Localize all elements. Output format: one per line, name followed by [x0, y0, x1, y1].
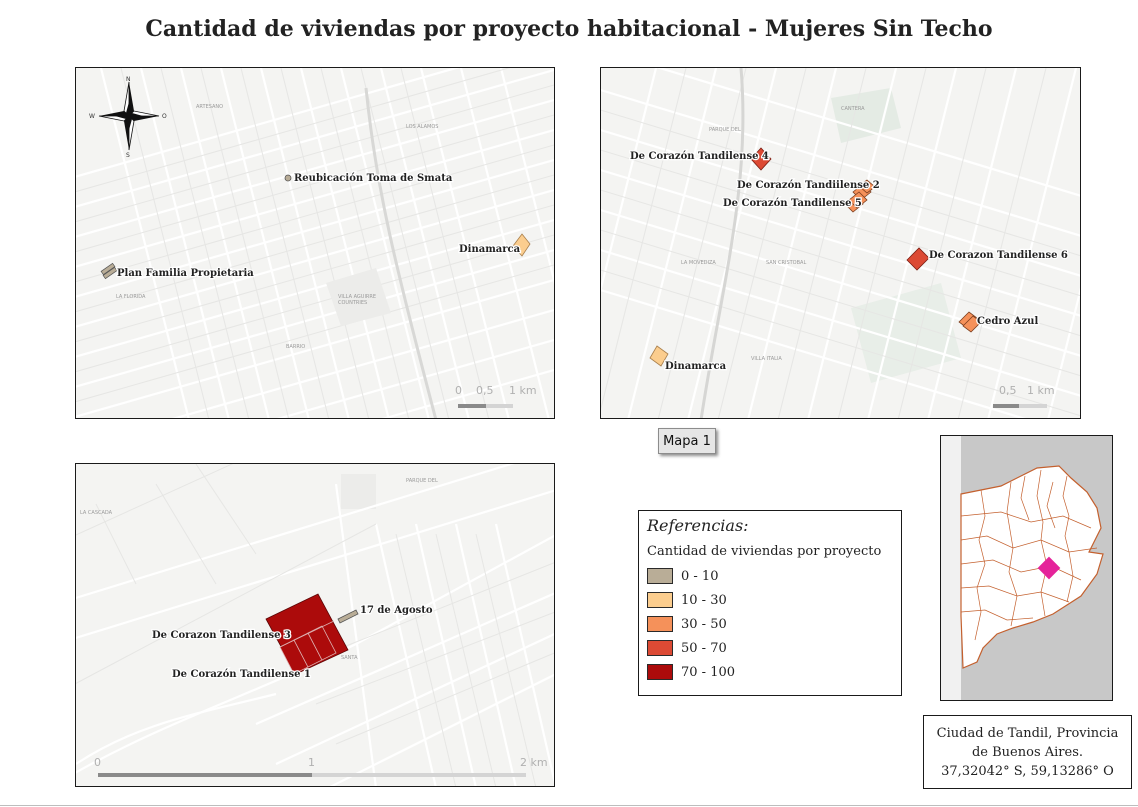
svg-text:SAN CRISTOBAL: SAN CRISTOBAL — [766, 260, 807, 266]
label-corazon-2: De Corazón Tandiilense 2 — [737, 180, 880, 191]
svg-text:COUNTRIES: COUNTRIES — [338, 300, 368, 306]
svg-text:1 km: 1 km — [509, 384, 537, 397]
map-3-canvas[interactable] — [76, 464, 555, 787]
caption-line-3: 37,32042° S, 59,13286° O — [941, 763, 1114, 779]
map-3-frame[interactable] — [75, 463, 555, 787]
svg-text:CANTERA: CANTERA — [841, 106, 865, 112]
label-corazon-3: De Corazon Tandilense 3 — [152, 630, 291, 641]
legend-title: Referencias: — [647, 516, 749, 535]
project-smata[interactable] — [285, 175, 291, 181]
map-1-frame[interactable] — [75, 67, 555, 419]
label-dinamarca-2: Dinamarca — [665, 361, 727, 372]
svg-text:BARRIO: BARRIO — [286, 344, 306, 350]
label-smata: Reubicación Toma de Smata — [294, 173, 453, 184]
inset-land-west — [941, 436, 961, 701]
location-caption — [923, 715, 1132, 789]
svg-text:1: 1 — [308, 756, 315, 769]
svg-text:S: S — [126, 152, 130, 159]
legend-label: 30 - 50 — [681, 616, 727, 632]
page-title: Cantidad de viviendas por proyecto habitacional - Mujeres Sin Techo — [145, 16, 993, 42]
svg-text:0: 0 — [94, 756, 101, 769]
map-3-block — [341, 474, 376, 509]
svg-text:VILLA AGUIRRE: VILLA AGUIRRE — [338, 294, 377, 300]
inset-location-map[interactable] — [940, 435, 1113, 701]
legend-label: 10 - 30 — [681, 592, 727, 608]
legend-item — [647, 612, 893, 636]
svg-text:0: 0 — [455, 384, 462, 397]
legend-item — [647, 564, 893, 588]
legend-item — [647, 588, 893, 612]
legend-label: 0 - 10 — [681, 568, 719, 584]
svg-text:0,5: 0,5 — [476, 384, 494, 397]
legend-item — [647, 636, 893, 660]
legend-item — [647, 660, 893, 684]
caption-line-1: Ciudad de Tandil, Provincia — [936, 725, 1119, 741]
map-1-canvas[interactable] — [76, 68, 555, 419]
label-plan-familia: Plan Familia Propietaria — [117, 268, 254, 279]
legend-label: 50 - 70 — [681, 640, 727, 656]
svg-text:O: O — [162, 113, 167, 120]
inset-canvas[interactable] — [941, 436, 1113, 701]
svg-text:N: N — [126, 76, 131, 83]
legend-swatch — [647, 640, 673, 656]
svg-text:PARQUE DEL: PARQUE DEL — [709, 127, 741, 133]
svg-text:SANTA: SANTA — [341, 655, 358, 661]
map-2-frame[interactable] — [600, 67, 1081, 419]
svg-text:LA FLORIDA: LA FLORIDA — [116, 294, 146, 300]
label-cedro-azul: Cedro Azul — [977, 316, 1039, 327]
svg-text:LOS ALAMOS: LOS ALAMOS — [406, 124, 439, 130]
mapa-1-button[interactable]: Mapa 1 — [658, 428, 716, 454]
label-corazon-6: De Corazon Tandilense 6 — [929, 250, 1068, 261]
svg-text:1 km: 1 km — [1027, 384, 1055, 397]
legend-swatch — [647, 568, 673, 584]
svg-text:VILLA ITALIA: VILLA ITALIA — [751, 356, 782, 362]
svg-text:0,5: 0,5 — [999, 384, 1017, 397]
legend-swatch — [647, 664, 673, 680]
label-corazon-4: De Corazón Tandilense 4 — [630, 151, 769, 162]
svg-text:LA CASCADA: LA CASCADA — [80, 510, 113, 516]
svg-text:2 km: 2 km — [520, 756, 548, 769]
map-2-canvas[interactable] — [601, 68, 1081, 419]
label-dinamarca: Dinamarca — [459, 244, 521, 255]
legend-label: 70 - 100 — [681, 664, 736, 680]
svg-text:ARTESANO: ARTESANO — [196, 104, 224, 110]
svg-text:PARQUE DEL: PARQUE DEL — [406, 478, 438, 484]
svg-text:LA MOVEDIZA: LA MOVEDIZA — [681, 260, 716, 266]
label-corazon-5: De Corazón Tandilense 5 — [723, 198, 862, 209]
legend-subtitle: Cantidad de viviendas por proyecto — [647, 544, 882, 559]
legend-swatch — [647, 592, 673, 608]
caption-line-2: de Buenos Aires. — [971, 744, 1084, 760]
legend — [638, 510, 902, 696]
bottom-divider — [0, 805, 1138, 806]
label-corazon-1: De Corazón Tandilense 1 — [172, 669, 311, 680]
label-17-agosto: 17 de Agosto — [360, 605, 433, 616]
legend-swatch — [647, 616, 673, 632]
svg-text:W: W — [89, 113, 95, 120]
